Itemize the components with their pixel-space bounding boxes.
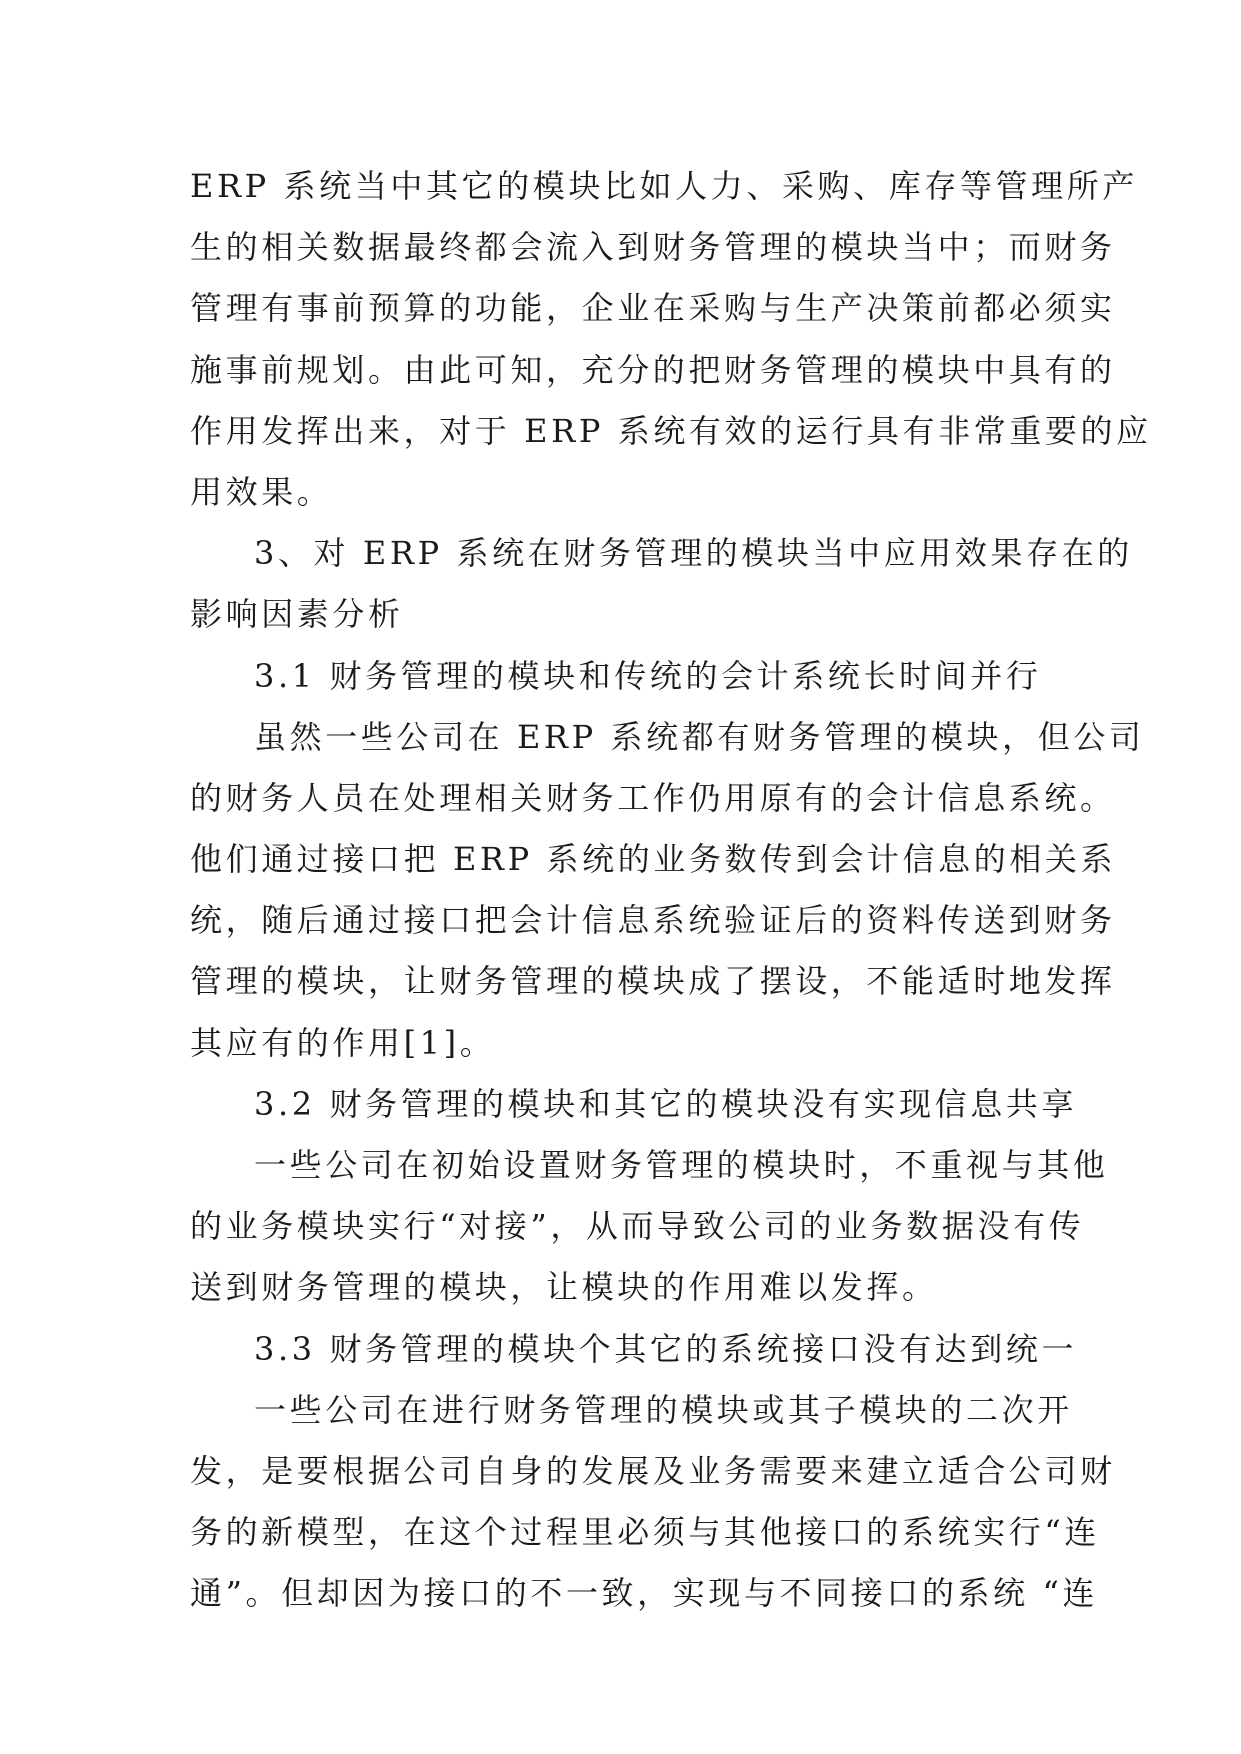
text-line: 管理有事前预算的功能，企业在采购与生产决策前都必须实 bbox=[190, 289, 1116, 328]
text-line: 管理的模块，让财务管理的模块成了摆设，不能适时地发挥 bbox=[190, 962, 1116, 1001]
text-line: 其应有的作用[1]。 bbox=[190, 1023, 496, 1062]
text-line: 发，是要根据公司自身的发展及业务需要来建立适合公司财 bbox=[190, 1451, 1116, 1490]
text-line: 3.3 财务管理的模块个其它的系统接口没有达到统一 bbox=[254, 1329, 1078, 1368]
text-line: 影响因素分析 bbox=[190, 595, 404, 634]
text-line: 用效果。 bbox=[190, 472, 333, 511]
text-line: 通”。但却因为接口的不一致，实现与不同接口的系统 “连 bbox=[190, 1574, 1099, 1613]
text-line: 的财务人员在处理相关财务工作仍用原有的会计信息系统。 bbox=[190, 778, 1116, 817]
text-line: 务的新模型，在这个过程里必须与其他接口的系统实行“连 bbox=[190, 1513, 1100, 1552]
text-line: 作用发挥出来，对于 ERP 系统有效的运行具有非常重要的应 bbox=[190, 411, 1152, 450]
text-line: 一些公司在初始设置财务管理的模块时，不重视与其他 bbox=[254, 1146, 1109, 1184]
text-line: ERP 系统当中其它的模块比如人力、采购、库存等管理所产 bbox=[190, 167, 1138, 205]
text-line: 3.1 财务管理的模块和传统的会计系统长时间并行 bbox=[254, 656, 1042, 695]
text-line: 3.2 财务管理的模块和其它的模块没有实现信息共享 bbox=[254, 1084, 1078, 1123]
text-line: 施事前规划。由此可知，充分的把财务管理的模块中具有的 bbox=[190, 350, 1116, 389]
text-line: 3、对 ERP 系统在财务管理的模块当中应用效果存在的 bbox=[254, 534, 1133, 573]
text-line: 生的相关数据最终都会流入到财务管理的模块当中；而财务 bbox=[190, 228, 1116, 267]
text-line: 虽然一些公司在 ERP 系统都有财务管理的模块，但公司 bbox=[254, 717, 1145, 756]
text-line: 一些公司在进行财务管理的模块或其子模块的二次开 bbox=[254, 1390, 1073, 1429]
text-line: 他们通过接口把 ERP 系统的业务数传到会计信息的相关系 bbox=[190, 840, 1117, 879]
text-line: 的业务模块实行“对接”，从而导致公司的业务数据没有传 bbox=[190, 1207, 1085, 1246]
text-line: 统，随后通过接口把会计信息系统验证后的资料传送到财务 bbox=[190, 901, 1116, 940]
text-line: 送到财务管理的模块，让模块的作用难以发挥。 bbox=[190, 1268, 938, 1307]
document-body bbox=[190, 156, 1152, 1625]
